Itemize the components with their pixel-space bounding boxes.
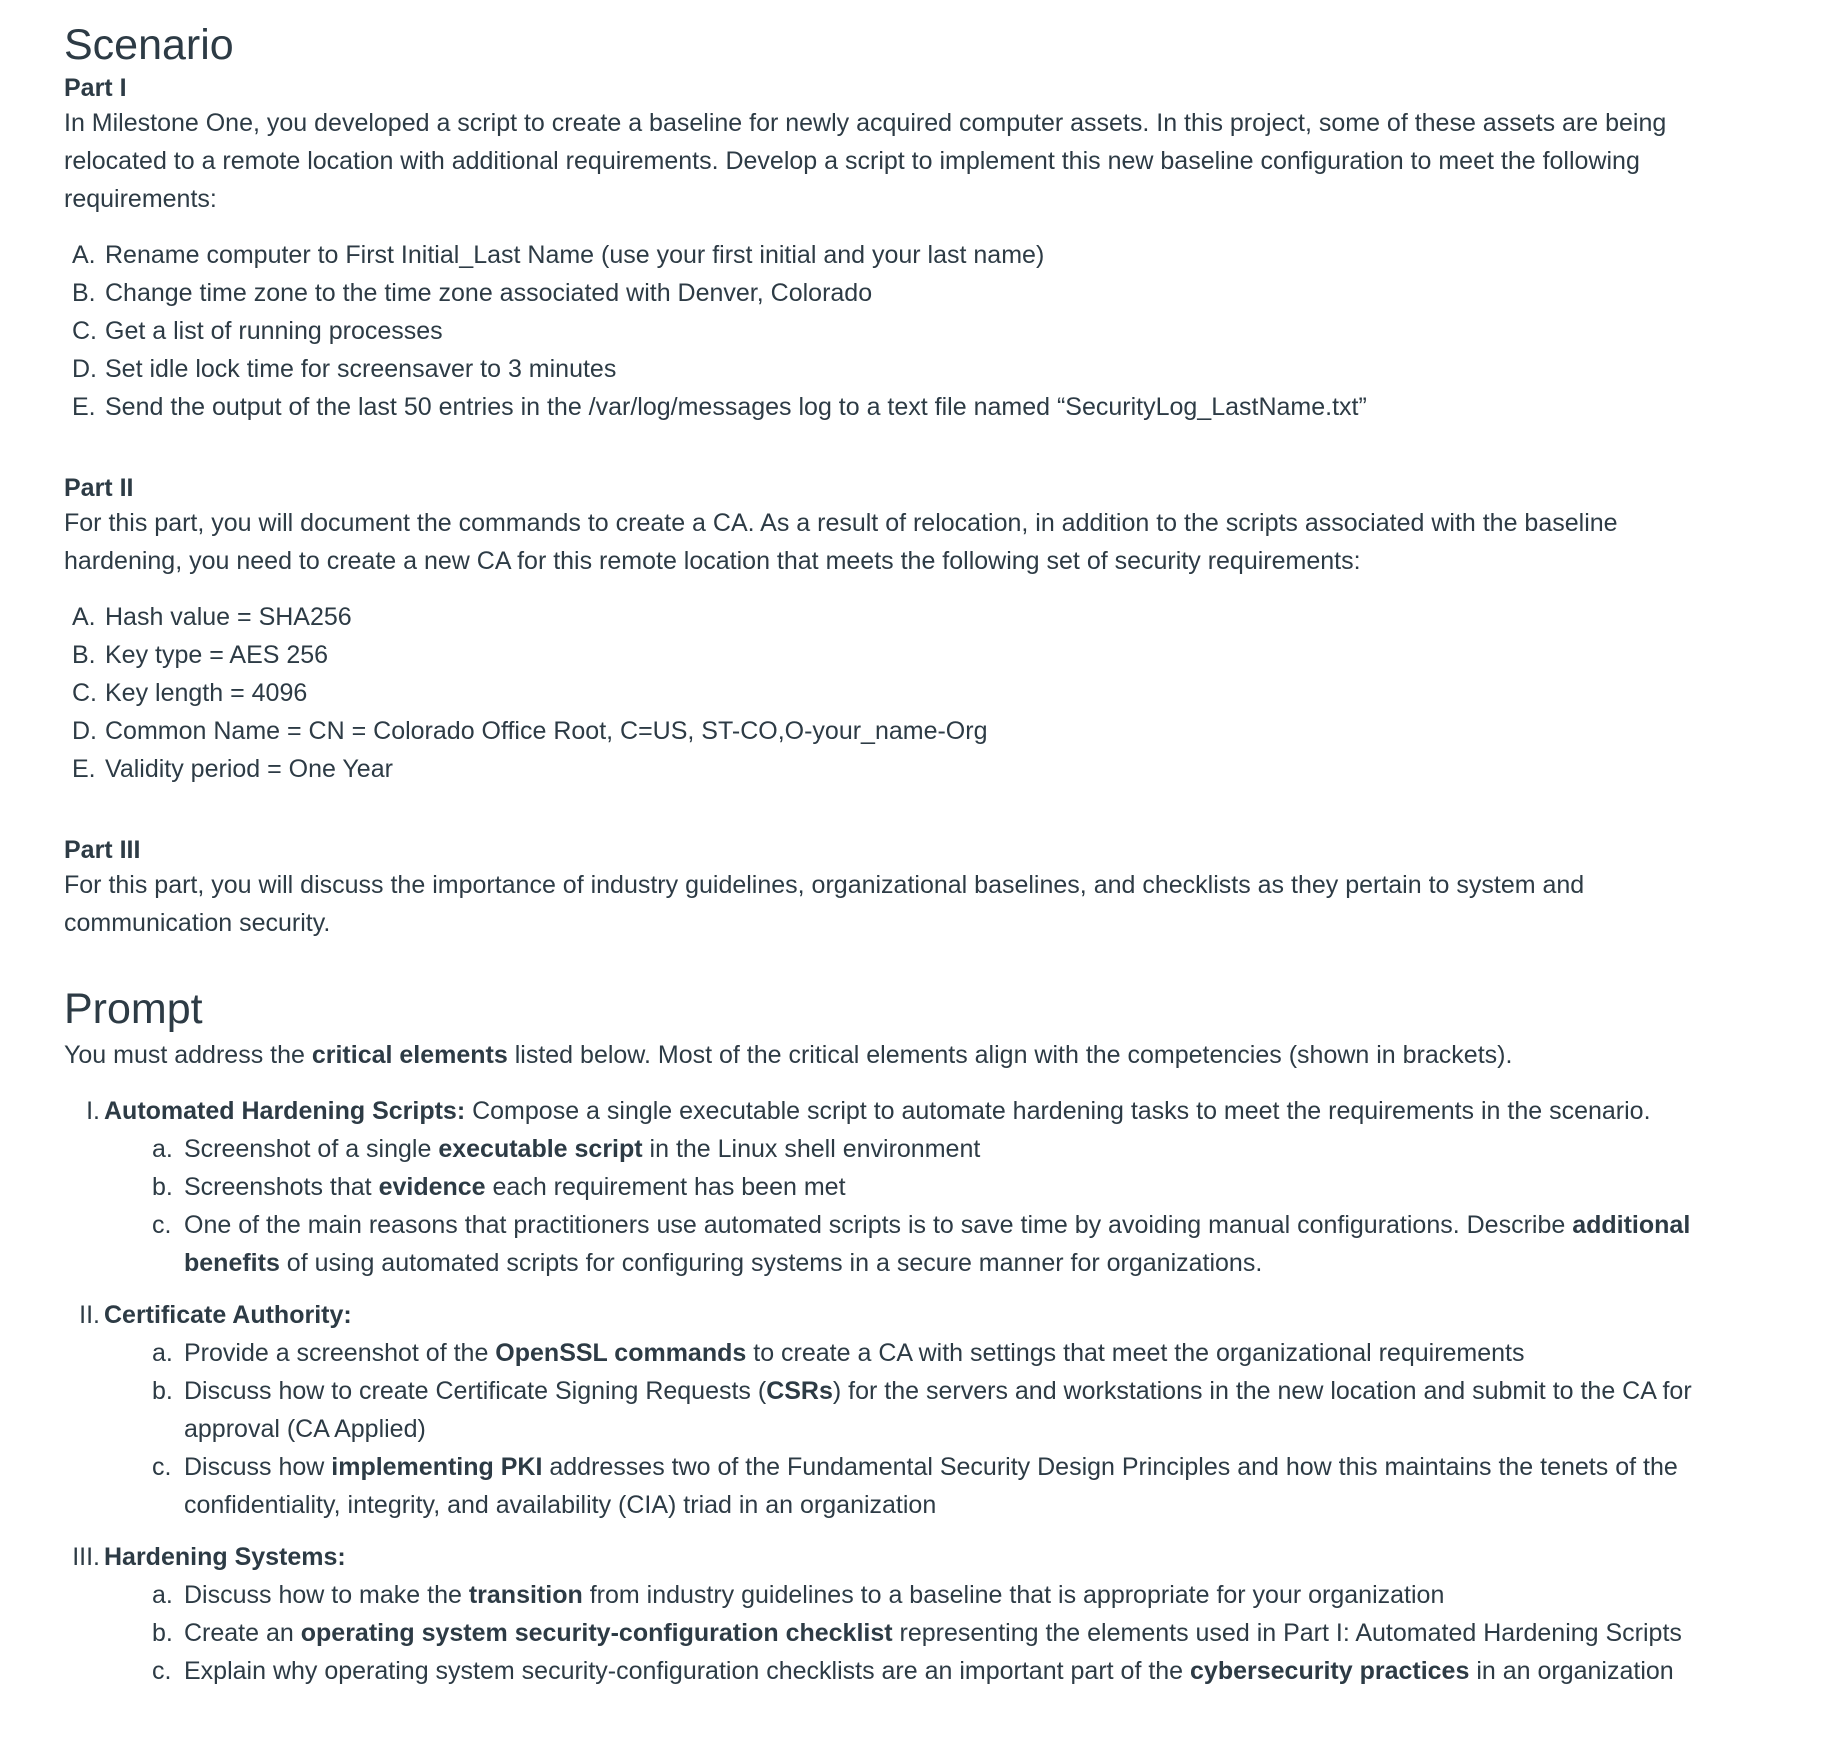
list-marker: B. [72,641,96,669]
sub-item: c. Discuss how implementing PKI addresses two of the Fundamental Security Design Principles and how this maintains the tenets of the confidentiality, integrity, and availability (CIA) triad in an organization [104,1448,1694,1524]
list-item [64,312,1758,350]
critical-elements-list [64,1092,1758,1690]
list-item-text: Change time zone to the time zone associated with Denver, Colorado [105,279,873,307]
list-item [64,636,1758,674]
list-item-text: Set idle lock time for screensaver to 3 minutes [105,355,617,383]
part2-intro: For this part, you will document the commands to create a CA. As a result of relocation, in addition to the scripts associated with the baseline hardening, you need to create a new CA for this remote location that meets the following set of security requirements: [64,509,1618,575]
sub-marker: a. [152,1135,173,1163]
sub-list [104,1130,1694,1282]
list-marker: C. [72,679,97,707]
list-marker: D. [72,355,97,383]
critical-element [64,1092,1694,1282]
list-item [64,236,1758,274]
sub-item: b. Discuss how to create Certificate Signing Requests (CSRs) for the servers and workstations in the new location and submit to the CA for approval (CA Applied) [104,1372,1694,1448]
list-marker: A. [72,241,96,269]
list-item-text: Common Name = CN = Colorado Office Root, C=US, ST-CO,O-your_name-Org [105,717,988,745]
critical-element-label: Certificate Authority: [104,1301,352,1329]
critical-element-label: Automated Hardening Scripts: [104,1097,466,1125]
list-item-text: Rename computer to First Initial_Last Name (use your first initial and your last name) [105,241,1045,269]
list-item-text: Get a list of running processes [105,317,443,345]
list-marker: D. [72,717,97,745]
list-item-text: Send the output of the last 50 entries in the /var/log/messages log to a text file named “SecurityLog_LastName.txt” [105,393,1367,421]
sub-item: a. Discuss how to make the transition from industry guidelines to a baseline that is appropriate for your organization [104,1576,1694,1614]
critical-element [64,1296,1694,1524]
part1-intro: In Milestone One, you developed a script to create a baseline for newly acquired computer assets. In this project, some of these assets are being relocated to a remote location with additional requirements. Develop a script to implement this new baseline configuration to meet the following requirements: [64,109,1667,213]
sub-marker: c. [152,1453,172,1481]
list-marker: E. [72,393,96,421]
list-item-text: Key length = 4096 [105,679,308,707]
list-item [64,274,1758,312]
roman-marker: II. [79,1301,100,1329]
critical-element-desc: Compose a single executable script to automate hardening tasks to meet the requirements in the scenario. [465,1097,1651,1125]
sub-marker: a. [152,1339,173,1367]
list-item-text: Hash value = SHA256 [105,603,352,631]
sub-item: c. Explain why operating system security-configuration checklists are an important part of the cybersecurity practices in an organization [104,1652,1694,1690]
scenario-title: Scenario [64,21,234,69]
roman-marker: III. [72,1543,100,1571]
sub-marker: b. [152,1619,173,1647]
critical-element-label: Hardening Systems: [104,1543,346,1571]
list-item [64,750,1758,788]
part3-heading: Part III [64,836,141,864]
sub-marker: a. [152,1581,173,1609]
sub-marker: b. [152,1377,173,1405]
list-item [64,350,1758,388]
sub-item: b. Create an operating system security-configuration checklist representing the elements used in Part I: Automated Hardening Scripts [104,1614,1694,1652]
list-item-text: Key type = AES 256 [105,641,329,669]
part2-heading: Part II [64,474,134,502]
critical-element [64,1538,1694,1690]
sub-item: a. Screenshot of a single executable script in the Linux shell environment [104,1130,1694,1168]
sub-list [104,1576,1694,1690]
prompt-title: Prompt [64,985,203,1033]
sub-marker: c. [152,1211,172,1239]
list-marker: B. [72,279,96,307]
sub-item: a. Provide a screenshot of the OpenSSL commands to create a CA with settings that meet the organizational requirements [104,1334,1694,1372]
list-item [64,598,1758,636]
list-item-text: Validity period = One Year [105,755,393,783]
list-item [64,674,1758,712]
sub-list [104,1334,1694,1524]
roman-marker: I. [86,1097,100,1125]
sub-item: b. Screenshots that evidence each requirement has been met [104,1168,1694,1206]
part1-requirements-list [64,236,1758,426]
list-marker: A. [72,603,96,631]
list-item [64,388,1758,426]
sub-item: c. One of the main reasons that practitioners use automated scripts is to save time by avoiding manual configurations. Describe additional benefits of using automated scripts for configuring systems in a secure manner for organizations. [104,1206,1694,1282]
part2-requirements-list [64,598,1758,788]
list-marker: E. [72,755,96,783]
prompt-intro: You must address the critical elements listed below. Most of the critical elements align with the competencies (shown in brackets). [64,1041,1513,1069]
list-marker: C. [72,317,97,345]
sub-marker: c. [152,1657,172,1685]
sub-marker: b. [152,1173,173,1201]
list-item [64,712,1758,750]
emphasis: critical elements [311,1041,508,1069]
part1-heading: Part I [64,74,127,102]
part3-intro: For this part, you will discuss the importance of industry guidelines, organizational baselines, and checklists as they pertain to system and communication security. [64,871,1585,937]
